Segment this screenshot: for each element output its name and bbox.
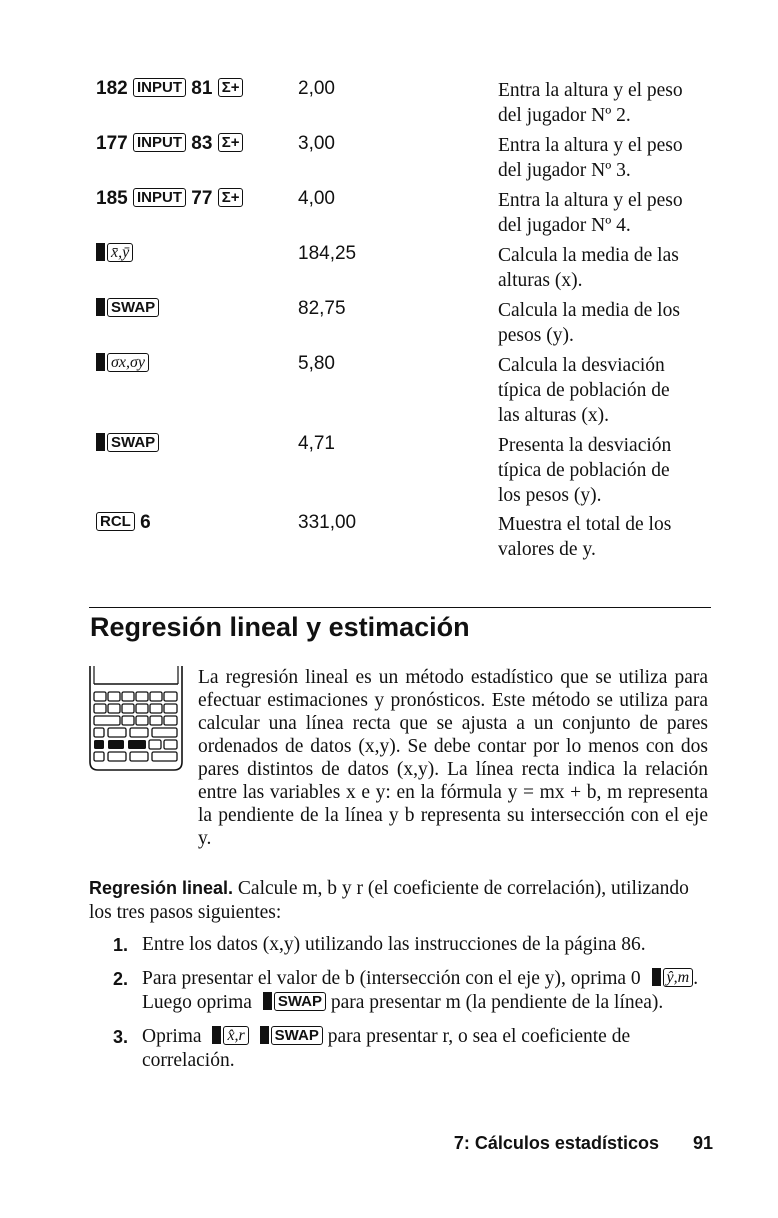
display-value: 2,00 — [298, 78, 335, 99]
shift-key-icon — [96, 243, 105, 261]
desc-line: Calcula la media de los — [498, 300, 680, 321]
subheading-text: Calcule m, b y r (el coeficiente de correlación), utilizando los tres pasos siguientes: — [89, 878, 689, 923]
shift-key-icon — [96, 298, 105, 316]
list-item — [105, 967, 710, 1015]
subheading-label: Regresión lineal. — [89, 878, 234, 898]
step-text: para presentar m (la pendiente de la línea). — [330, 992, 664, 1013]
shift-key-icon — [263, 992, 272, 1010]
swap-key: SWAP — [107, 433, 159, 452]
desc-line: Presenta la desviación — [498, 435, 672, 456]
page-number: 91 — [692, 1133, 713, 1153]
shift-key-icon — [96, 353, 105, 371]
desc-line: del jugador Nº 4. — [498, 215, 631, 236]
keystroke-sequence — [96, 78, 243, 100]
display-value: 4,00 — [298, 188, 335, 209]
step-number: 2. — [113, 969, 129, 989]
display-value: 5,80 — [298, 353, 335, 374]
keystroke-sequence — [96, 188, 243, 210]
row-description — [498, 78, 718, 128]
number-entry: 77 — [191, 188, 213, 209]
desc-line: del jugador Nº 2. — [498, 105, 631, 126]
sigma-plus-key: Σ+ — [218, 133, 244, 152]
keystroke-sequence — [96, 512, 151, 534]
desc-line: típica de población de — [498, 380, 670, 401]
row-description — [498, 512, 718, 562]
display-value: 331,00 — [298, 512, 357, 533]
desc-line: valores de y. — [498, 539, 596, 560]
row-description — [498, 133, 718, 183]
step-number: 3. — [113, 1027, 129, 1047]
steps-list — [105, 933, 710, 1083]
display-value: 3,00 — [298, 133, 335, 154]
row-description — [498, 243, 718, 293]
input-key: INPUT — [133, 133, 186, 152]
swap-key: SWAP — [107, 298, 159, 317]
desc-line: Muestra el total de los — [498, 514, 672, 535]
section-heading: Regresión lineal y estimación — [90, 612, 470, 642]
desc-line: alturas (x). — [498, 270, 583, 291]
desc-line: los pesos (y). — [498, 485, 602, 506]
display-value: 184,25 — [298, 243, 357, 264]
desc-line: pesos (y). — [498, 325, 574, 346]
chapter-title: 7: Cálculos estadísticos — [453, 1133, 659, 1153]
keystroke-sequence — [96, 298, 159, 320]
mean-key: x̄,ȳ — [107, 243, 133, 262]
desc-line: del jugador Nº 3. — [498, 160, 631, 181]
linear-regression-paragraph — [89, 876, 709, 925]
display-value: 82,75 — [298, 298, 346, 319]
keystroke-sequence — [96, 353, 149, 375]
desc-line: típica de población de — [498, 460, 670, 481]
step-text: . Luego oprima — [142, 968, 699, 1013]
shift-key-icon — [96, 433, 105, 451]
estimate-key: ŷ,m — [663, 968, 694, 987]
swap-key: SWAP — [274, 992, 326, 1011]
rcl-key: RCL — [96, 512, 135, 531]
calculator-icon — [89, 666, 183, 772]
display-value: 4,71 — [298, 433, 335, 454]
input-key: INPUT — [133, 78, 186, 97]
number-entry: 185 — [96, 188, 128, 209]
row-description — [498, 188, 718, 238]
std-dev-key: σx,σy — [107, 353, 149, 372]
shift-key-icon — [212, 1026, 221, 1044]
step-text: Entre los datos (x,y) utilizando las instrucciones de la página 86. — [142, 934, 646, 955]
step-number: 1. — [113, 935, 129, 955]
desc-line: Entra la altura y el peso — [498, 80, 683, 101]
shift-key-icon — [260, 1026, 269, 1044]
list-item — [105, 933, 710, 957]
step-text: Oprima — [142, 1026, 202, 1047]
swap-key: SWAP — [271, 1026, 323, 1045]
page-footer — [454, 1133, 713, 1154]
input-key: INPUT — [133, 188, 186, 207]
sigma-plus-key: Σ+ — [218, 188, 244, 207]
number-entry: 6 — [140, 512, 151, 533]
correlation-key: x̂,r — [223, 1026, 248, 1045]
desc-line: las alturas (x). — [498, 405, 610, 426]
number-entry: 83 — [191, 133, 213, 154]
step-text: Para presentar el valor de b (intersección con el eje y), oprima 0 — [142, 968, 641, 989]
desc-line: Calcula la desviación — [498, 355, 665, 376]
section-divider — [89, 607, 711, 608]
number-entry: 177 — [96, 133, 128, 154]
desc-line: Entra la altura y el peso — [498, 135, 683, 156]
number-entry: 81 — [191, 78, 213, 99]
list-item — [105, 1025, 710, 1073]
sigma-plus-key: Σ+ — [218, 78, 244, 97]
desc-line: Calcula la media de las — [498, 245, 679, 266]
row-description — [498, 433, 718, 508]
keystroke-sequence — [96, 243, 133, 265]
keystroke-sequence — [96, 133, 243, 155]
shift-key-icon — [652, 968, 661, 986]
row-description — [498, 353, 718, 428]
number-entry: 182 — [96, 78, 128, 99]
keystroke-sequence — [96, 433, 159, 455]
row-description — [498, 298, 718, 348]
step-text: para presentar r, o sea el coeficiente de correlación. — [142, 1026, 631, 1071]
desc-line: Entra la altura y el peso — [498, 190, 683, 211]
intro-paragraph: La regresión lineal es un método estadístico que se utiliza para efectuar estimaciones y pronósticos. Este método se utiliza para calcular una línea recta que se ajusta a un conjunto de pares ordenados de datos (x,y). Se debe contar por lo menos con dos pares distintos de datos (x,y). La línea recta indica la relación entre las variables x e y: en la fórmula y = mx + b, m representa la pendiente de la línea y b representa su intersección con el eje y. — [198, 667, 708, 849]
